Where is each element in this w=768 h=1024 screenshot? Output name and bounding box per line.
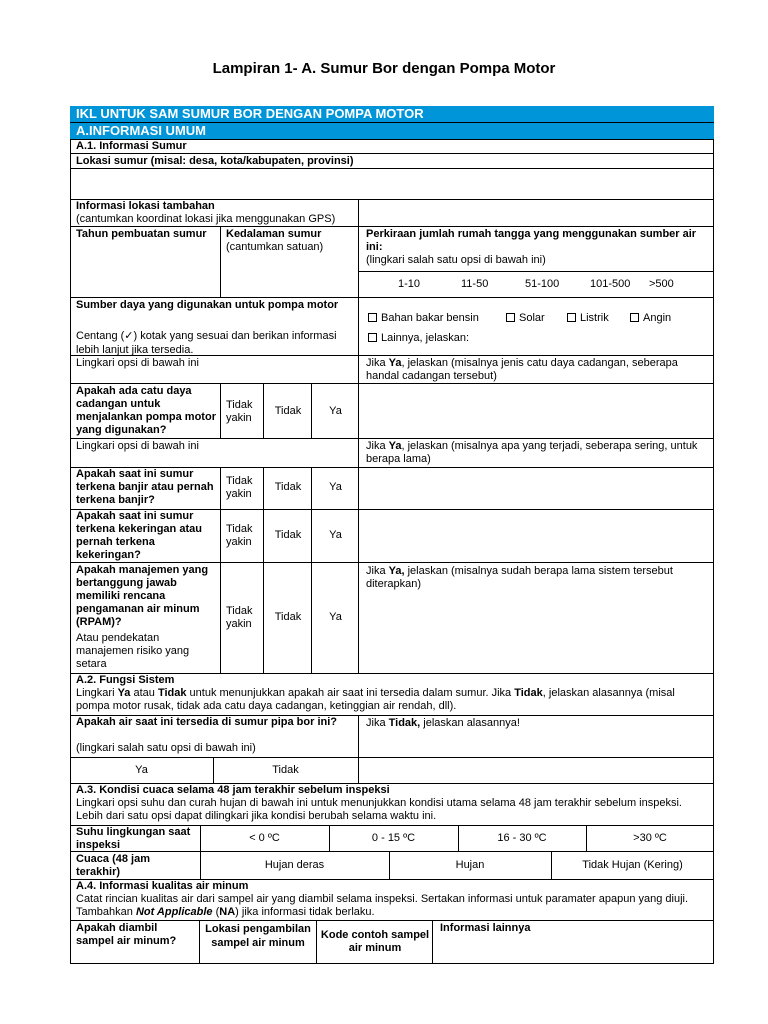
option-label: Solar (519, 312, 545, 324)
info-lokasi-note: (cantumkan koordinat lokasi jika menggunakan GPS) (76, 213, 336, 225)
section-a3-row (70, 784, 714, 826)
option-tidak[interactable]: Tidak (274, 611, 302, 623)
lokasi-label-row (70, 154, 714, 169)
tahun-label: Tahun pembuatan sumur (76, 228, 207, 240)
rumah-label: Perkiraan jumlah rumah tangga yang menggunakan sumber air ini: (366, 228, 697, 253)
option-angin[interactable] (630, 312, 671, 325)
option-bensin[interactable] (368, 312, 479, 325)
jika-tidak-instruction: Jika Tidak, jelaskan alasannya! (366, 717, 520, 729)
divider (263, 468, 264, 563)
jika-ya-instruction: Jika Ya, jelaskan (misalnya jenis catu daya cadangan, seberapa handal cadangan tersebut) (366, 357, 678, 382)
divider (358, 227, 359, 298)
section-a2-desc: Lingkari Ya atau Tidak untuk menunjukkan apakah air saat ini tersedia dalam sumur. Jika Tidak, jelaskan alasannya (misal pompa motor rusak, tidak ada catu daya cadangan, ketinggian air rendah, dll). (76, 687, 675, 712)
info-lokasi-input[interactable] (359, 201, 713, 226)
divider (432, 921, 433, 964)
divider (551, 852, 552, 880)
section-a3-title: A.3. Kondisi cuaca selama 48 jam terakhir sebelum inspeksi (76, 784, 390, 796)
lingkari-row-1 (70, 356, 714, 384)
divider (458, 826, 459, 852)
divider (220, 563, 221, 674)
rumah-note: (lingkari salah satu opsi di bawah ini) (366, 254, 546, 266)
option-label: Listrik (580, 312, 609, 324)
option-label: Lainnya, jelaskan: (381, 332, 470, 344)
divider (358, 439, 359, 468)
lingkari-row-2 (70, 439, 714, 468)
cuaca-option[interactable]: Hujan deras (264, 859, 325, 871)
suhu-label: Suhu lingkungan saat inspeksi (76, 826, 191, 851)
lingkari-instruction: Lingkari opsi di bawah ini (76, 440, 199, 452)
divider (358, 563, 359, 674)
banjir-question: Apakah saat ini sumur terkena banjir atau pernah terkena banjir? (76, 468, 214, 506)
rpam-question: Apakah manajemen yang bertanggung jawab memiliki rencana pengamanan air minum (RPAM)? (76, 564, 209, 628)
tersedia-options-row (70, 758, 358, 784)
section-a2-row (70, 674, 714, 716)
checkbox-icon[interactable] (368, 333, 377, 342)
sumber-note: Centang (✓) kotak yang sesuai dan berikan informasi lebih lanjut jika tersedia. (76, 330, 337, 356)
form-header-main: IKL UNTUK SAM SUMUR BOR DENGAN POMPA MOTOR (70, 106, 714, 123)
rpam-row (70, 563, 714, 674)
section-a3-desc: Lingkari opsi suhu dan curah hujan di bawah ini untuk menunjukkan kondisi utama selama 48 jam terakhir sebelum inspeksi. Lebih dari satu opsi dapat dilingkari jika kondisi berubah selama waktu ini. (76, 797, 682, 822)
lokasi-label: Lokasi sumur (misal: desa, kota/kabupaten, provinsi) (76, 155, 354, 167)
catu-daya-explain-field[interactable] (359, 385, 713, 438)
option-tidak[interactable]: Tidak (272, 764, 299, 776)
option-tidak-yakin[interactable]: Tidak yakin (226, 399, 253, 424)
divider (220, 384, 221, 439)
col-diambil: Apakah diambil sampel air minum? (76, 922, 177, 947)
option-lainnya[interactable] (368, 332, 469, 345)
section-a4-title: A.4. Informasi kualitas air minum (76, 880, 249, 892)
option-listrik[interactable] (567, 312, 609, 325)
sumber-label: Sumber daya yang digunakan untuk pompa motor (76, 299, 339, 311)
rumah-option[interactable]: >500 (649, 278, 674, 290)
divider (389, 852, 390, 880)
divider (316, 921, 317, 964)
section-a4-row (70, 880, 714, 921)
divider (329, 826, 330, 852)
sample-table-header (70, 921, 714, 964)
option-ya[interactable]: Ya (329, 529, 342, 541)
divider (213, 758, 214, 784)
option-solar[interactable] (506, 312, 545, 325)
checkbox-icon[interactable] (567, 313, 576, 322)
section-a2-title: A.2. Fungsi Sistem (76, 674, 175, 686)
divider (311, 563, 312, 674)
divider (358, 716, 359, 784)
option-ya[interactable]: Ya (329, 611, 342, 623)
suhu-option[interactable]: < 0 ºC (249, 832, 280, 844)
tersedia-note: (lingkari salah satu opsi di bawah ini) (76, 742, 256, 754)
jika-ya-instruction: Jika Ya, jelaskan (misalnya apa yang terjadi, seberapa sering, untuk berapa lama) (366, 440, 698, 465)
lingkari-instruction: Lingkari opsi di bawah ini (76, 357, 199, 369)
suhu-option[interactable]: 0 - 15 ºC (371, 832, 416, 844)
rumah-option[interactable]: 1-10 (398, 278, 421, 290)
kekeringan-question: Apakah saat ini sumur terkena kekeringan atau pernah terkena kekeringan? (76, 510, 202, 561)
divider (358, 356, 359, 384)
cuaca-row (70, 852, 714, 880)
option-ya[interactable]: Ya (329, 405, 342, 417)
option-tidak[interactable]: Tidak (274, 481, 302, 493)
option-ya[interactable]: Ya (329, 481, 342, 493)
rpam-note: Atau pendekatan manajemen risiko yang setara (76, 632, 190, 670)
divider (263, 384, 264, 439)
kedalaman-note: (cantumkan satuan) (226, 241, 324, 253)
option-label: Angin (643, 312, 672, 324)
option-label: Bahan bakar bensin (381, 312, 479, 324)
option-ya[interactable]: Ya (135, 764, 148, 776)
divider (586, 826, 587, 852)
col-kode: Kode contoh sampel air minum (320, 929, 430, 954)
kekeringan-explain-field[interactable] (359, 511, 713, 562)
lokasi-input-field[interactable] (70, 169, 714, 200)
tersedia-row (70, 716, 714, 758)
suhu-option[interactable]: 16 - 30 ºC (497, 832, 547, 844)
divider (263, 563, 264, 674)
sumber-daya-row (70, 298, 714, 356)
kedalaman-label: Kedalaman sumur (226, 228, 322, 240)
divider (358, 271, 714, 272)
jika-ya-instruction: Jika Ya, jelaskan (misalnya sudah berapa lama sistem tersebut diterapkan) (366, 565, 673, 590)
col-info: Informasi lainnya (440, 922, 531, 934)
section-a1-row (70, 140, 714, 154)
option-tidak[interactable]: Tidak (274, 405, 302, 417)
option-tidak-yakin[interactable]: Tidak yakin (226, 523, 253, 548)
checkbox-icon[interactable] (368, 313, 377, 322)
page-title: Lampiran 1- A. Sumur Bor dengan Pompa Motor (212, 60, 556, 77)
catu-daya-question: Apakah ada catu daya cadangan untuk menjalankan pompa motor yang digunakan? (76, 385, 216, 436)
option-tidak[interactable]: Tidak (274, 529, 302, 541)
divider (220, 468, 221, 563)
checkbox-icon[interactable] (506, 313, 515, 322)
divider (358, 298, 359, 356)
col-lokasi: Lokasi pengambilan sampel air minum (205, 923, 311, 949)
cuaca-option[interactable]: Tidak Hujan (Kering) (582, 859, 683, 871)
rumah-option[interactable]: 11-50 (461, 278, 489, 290)
suhu-row (70, 826, 714, 852)
option-tidak-yakin[interactable]: Tidak yakin (226, 605, 253, 630)
banjir-explain-field[interactable] (359, 469, 713, 509)
section-a1-title: A.1. Informasi Sumur (76, 140, 187, 152)
section-a4-desc: Catat rincian kualitas air dari sampel air yang diambil selama inspeksi. Sertakan informasi untuk paramater apapun yang diuji. Tambahkan Not Applicable (NA) jika informasi tidak berlaku. (76, 893, 689, 918)
tersedia-question: Apakah air saat ini tersedia di sumur pipa bor ini? (76, 716, 338, 728)
suhu-option[interactable]: >30 ºC (633, 832, 667, 844)
divider (220, 227, 221, 298)
info-lokasi-label: Informasi lokasi tambahan (76, 200, 215, 212)
cuaca-label: Cuaca (48 jam terakhir) (76, 853, 150, 878)
divider (311, 384, 312, 439)
divider (311, 468, 312, 563)
rumah-option[interactable]: 51-100 (525, 278, 560, 290)
cuaca-option[interactable]: Hujan (455, 859, 485, 871)
divider (199, 921, 200, 964)
option-tidak-yakin[interactable]: Tidak yakin (226, 475, 253, 500)
section-a-header: A.INFORMASI UMUM (70, 123, 714, 140)
sumur-detail-row (70, 227, 714, 298)
checkbox-icon[interactable] (630, 313, 639, 322)
rumah-option[interactable]: 101-500 (590, 278, 631, 290)
